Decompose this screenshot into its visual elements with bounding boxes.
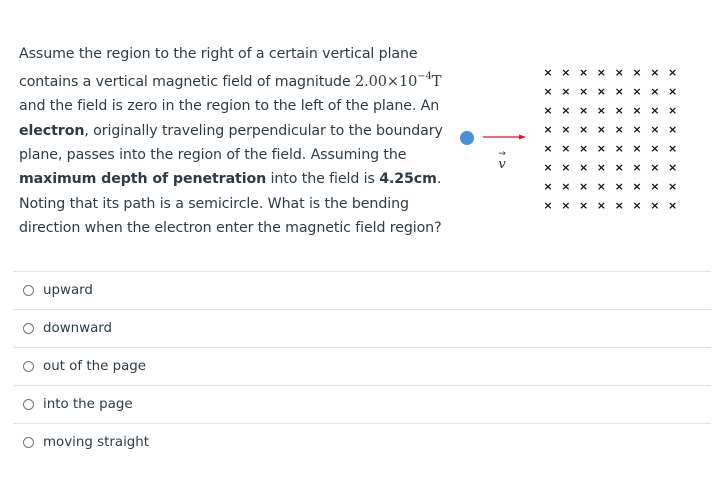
field-mantissa: 2.00 bbox=[355, 74, 387, 91]
field-cross: × bbox=[543, 180, 553, 193]
field-cross: × bbox=[650, 66, 660, 79]
field-magnitude bbox=[355, 71, 442, 91]
field-cross: × bbox=[632, 142, 642, 155]
answer-option-moving-straight[interactable] bbox=[13, 423, 711, 461]
field-cross: × bbox=[614, 180, 624, 193]
field-cross: × bbox=[561, 180, 571, 193]
answer-label: into the page bbox=[43, 397, 133, 412]
radio-button[interactable] bbox=[23, 437, 34, 448]
field-cross: × bbox=[596, 104, 607, 117]
field-cross: × bbox=[632, 180, 642, 193]
field-cross: × bbox=[561, 104, 571, 117]
field-cross: × bbox=[561, 85, 571, 98]
answer-label: upward bbox=[43, 283, 93, 298]
field-cross: × bbox=[561, 123, 571, 136]
field-cross: × bbox=[667, 66, 678, 79]
field-cross: × bbox=[578, 199, 589, 212]
velocity-label: v bbox=[498, 157, 506, 172]
answer-option-downward[interactable] bbox=[13, 309, 711, 347]
field-cross: × bbox=[632, 123, 642, 136]
penetration-term: maximum depth of penetration bbox=[19, 171, 267, 188]
field-cross: × bbox=[596, 123, 607, 136]
field-cross: × bbox=[596, 180, 607, 193]
question-text-3: , originally traveling perpendicular to the boundary plane, passes into the region of the field. Assuming the bbox=[19, 122, 443, 164]
field-cross: × bbox=[561, 199, 571, 212]
electron-dot bbox=[460, 131, 474, 145]
question-text bbox=[19, 42, 449, 240]
field-cross: × bbox=[614, 85, 624, 98]
velocity-arrowhead bbox=[519, 135, 526, 140]
field-cross: × bbox=[543, 66, 553, 79]
field-cross: × bbox=[632, 161, 642, 174]
field-cross: × bbox=[543, 123, 553, 136]
field-cross: × bbox=[667, 199, 678, 212]
field-unit: T bbox=[431, 74, 442, 91]
answer-list bbox=[13, 271, 711, 461]
field-cross: × bbox=[650, 142, 660, 155]
field-exponent: −4 bbox=[417, 71, 432, 83]
field-cross: × bbox=[596, 85, 607, 98]
answer-option-into-page[interactable] bbox=[13, 385, 711, 423]
field-cross: × bbox=[596, 142, 607, 155]
field-cross: × bbox=[650, 85, 660, 98]
field-cross: × bbox=[578, 123, 589, 136]
field-cross: × bbox=[578, 85, 589, 98]
field-cross: × bbox=[650, 199, 660, 212]
field-cross: × bbox=[650, 104, 660, 117]
field-cross: × bbox=[614, 161, 624, 174]
answer-label: moving straight bbox=[43, 435, 150, 450]
radio-button[interactable] bbox=[23, 399, 34, 410]
field-cross: × bbox=[667, 142, 678, 155]
question-text-4: into the field is bbox=[266, 171, 380, 188]
field-cross: × bbox=[578, 180, 589, 193]
field-cross: × bbox=[667, 161, 678, 174]
field-cross: × bbox=[667, 123, 678, 136]
answer-label: downward bbox=[43, 321, 113, 336]
field-cross: × bbox=[667, 104, 678, 117]
answer-option-upward[interactable] bbox=[13, 271, 711, 309]
question-text-2: and the field is zero in the region to the left of the plane. An bbox=[19, 98, 440, 115]
field-cross: × bbox=[543, 161, 553, 174]
field-cross: × bbox=[667, 180, 678, 193]
field-cross: × bbox=[543, 142, 553, 155]
field-cross: × bbox=[596, 66, 607, 79]
times-sign: × bbox=[386, 74, 399, 91]
magnetic-field-crosses bbox=[543, 66, 677, 212]
field-cross: × bbox=[614, 199, 624, 212]
question-text-1: Assume the region to the right of a certain vertical plane contains a vertical magnetic field of magnitude bbox=[19, 46, 418, 91]
field-cross: × bbox=[667, 85, 678, 98]
field-cross: × bbox=[543, 104, 553, 117]
field-cross: × bbox=[561, 66, 571, 79]
field-cross: × bbox=[578, 161, 589, 174]
electron-term: electron bbox=[19, 122, 85, 139]
answer-option-out-of-page[interactable] bbox=[13, 347, 711, 385]
field-cross: × bbox=[561, 142, 571, 155]
field-cross: × bbox=[632, 66, 642, 79]
radio-button[interactable] bbox=[23, 323, 34, 334]
field-cross: × bbox=[543, 199, 553, 212]
velocity-vector-arrow: → bbox=[498, 149, 506, 159]
field-cross: × bbox=[614, 123, 624, 136]
radio-button[interactable] bbox=[23, 361, 34, 372]
field-cross: × bbox=[596, 161, 607, 174]
field-cross: × bbox=[578, 142, 589, 155]
field-cross: × bbox=[632, 199, 642, 212]
answer-label: out of the page bbox=[43, 359, 147, 374]
field-base: 10 bbox=[398, 74, 418, 91]
field-cross: × bbox=[632, 104, 642, 117]
field-cross: × bbox=[543, 85, 553, 98]
field-cross: × bbox=[578, 104, 589, 117]
field-cross: × bbox=[596, 199, 607, 212]
field-cross: × bbox=[561, 161, 571, 174]
question-text-5: . Noting that its path is a semicircle. What is the bending direction when the electron enter the magnetic field region? bbox=[19, 171, 442, 236]
magnetic-field-figure bbox=[455, 55, 695, 215]
field-cross: × bbox=[650, 180, 660, 193]
radio-button[interactable] bbox=[23, 285, 34, 296]
field-cross: × bbox=[650, 161, 660, 174]
field-cross: × bbox=[614, 104, 624, 117]
depth-value: 4.25cm bbox=[379, 171, 437, 188]
field-cross: × bbox=[614, 142, 624, 155]
field-cross: × bbox=[578, 66, 589, 79]
field-cross: × bbox=[650, 123, 660, 136]
field-cross: × bbox=[614, 66, 624, 79]
field-cross: × bbox=[632, 85, 642, 98]
